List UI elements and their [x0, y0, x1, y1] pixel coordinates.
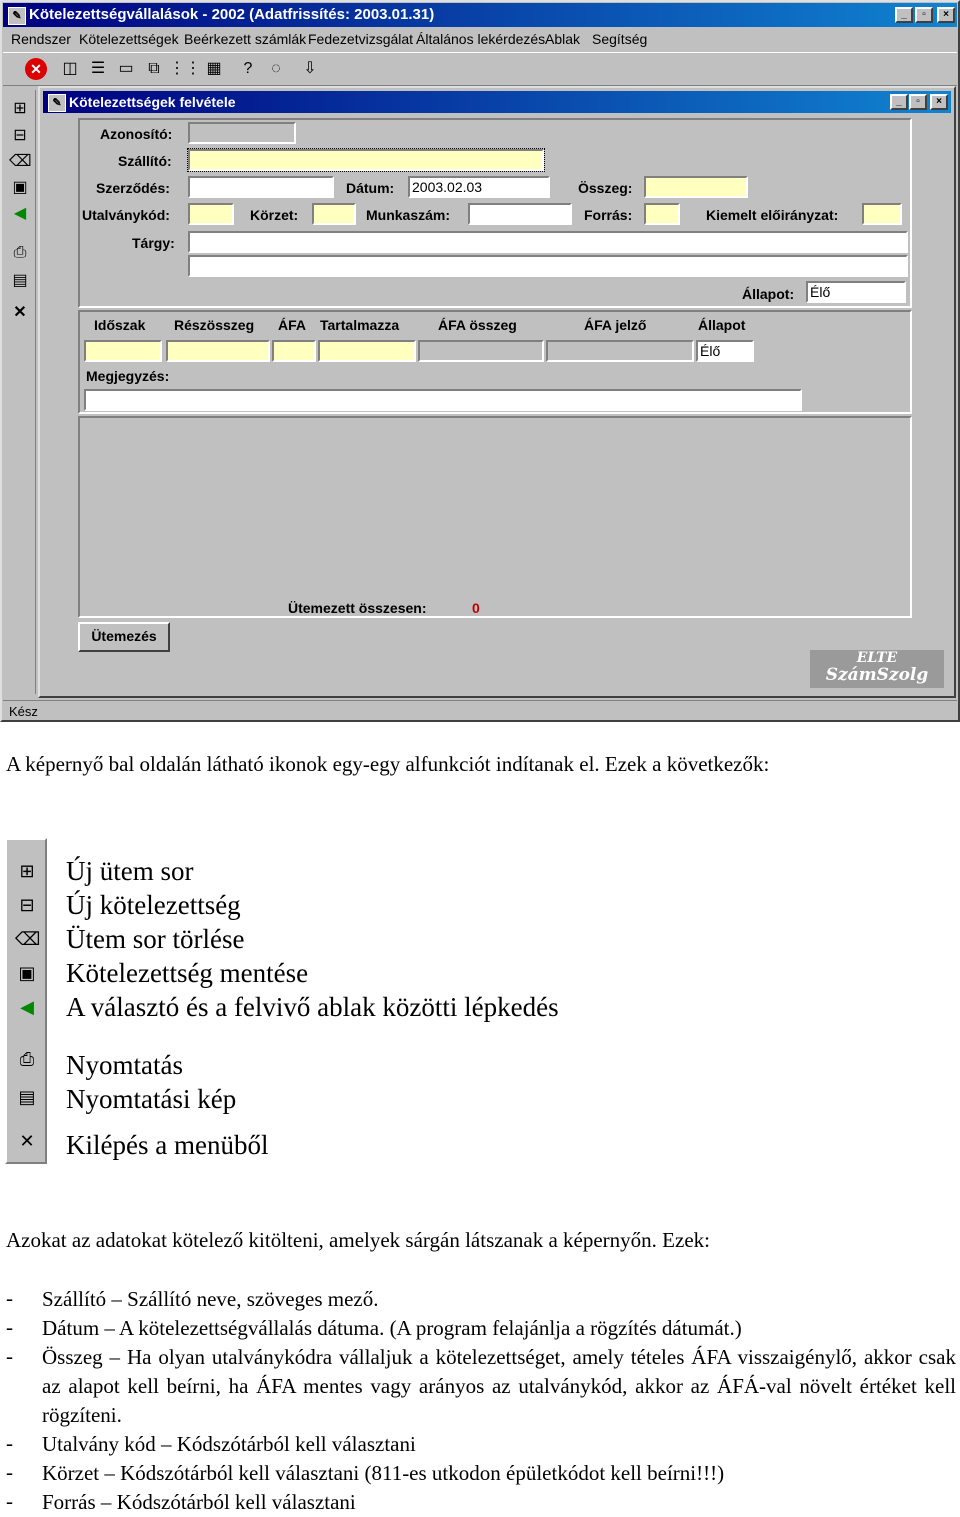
targy-field-line2[interactable] [188, 255, 908, 277]
list-item: Körzet – Kódszótárból kell választani (811-es utkodon épületkódot kell beírni!!!) [42, 1461, 725, 1485]
szerzodes-field[interactable] [188, 176, 334, 198]
child-maximize-button[interactable]: ▫ [909, 94, 927, 110]
megjegyzes-field[interactable] [84, 389, 802, 411]
child-minimize-button[interactable]: _ [890, 94, 908, 110]
forras-label: Forrás: [584, 207, 633, 223]
child-close-button[interactable]: × [930, 94, 948, 110]
list-bullet: - [6, 1489, 13, 1513]
grid-header-idoszak: Időszak [94, 317, 146, 333]
legend-item-label: Kilépés a menüből [66, 1130, 269, 1160]
eraser-icon[interactable]: ⌫ [9, 153, 32, 170]
save-icon[interactable]: ▣ [12, 179, 28, 196]
status-bar [3, 700, 957, 721]
arrange-icon[interactable]: ⋮⋮ [169, 60, 201, 77]
legend-item-label: Ütem sor törlése [66, 924, 245, 954]
korzet-field[interactable] [312, 203, 356, 225]
menu-beerkezett-szamlak[interactable]: Beérkezett számlák [184, 31, 307, 47]
tile-horizontal-icon[interactable]: ☰ [90, 60, 106, 77]
printer-icon[interactable]: ⎙ [13, 244, 27, 261]
child-window [38, 86, 956, 698]
grid-idoszak-cell[interactable] [84, 340, 162, 362]
menu-kotelezettsegek[interactable]: Kötelezettségek [79, 31, 179, 47]
child-title: Kötelezettségek felvétele [69, 94, 236, 110]
azonosito-field [188, 122, 296, 144]
stop-icon[interactable]: ✕ [25, 58, 47, 80]
menu-segitseg[interactable]: Segítség [592, 31, 648, 47]
korzet-label: Körzet: [250, 207, 299, 223]
close-icon[interactable]: ✕ [13, 304, 27, 321]
required-fields-paragraph: Azokat az adatokat kötelező kitölteni, amelyek sárgán látszanak a képernyőn. Ezek: [6, 1228, 710, 1252]
menu-ablak[interactable]: Ablak [545, 31, 581, 47]
toolbar [3, 52, 957, 86]
help-icon[interactable]: ? [243, 60, 253, 77]
utemezes-button[interactable]: Ütemezés [78, 622, 170, 652]
legend-item-label: Kötelezettség mentése [66, 958, 309, 988]
cascade-icon[interactable]: ⧉ [148, 60, 160, 77]
new-commitment-icon[interactable]: ⊟ [13, 127, 27, 144]
grid-allapot-cell[interactable]: Élő [696, 340, 754, 362]
munkaszam-label: Munkaszám: [366, 207, 451, 223]
print-preview-icon[interactable]: ▤ [12, 272, 28, 289]
list-item: Forrás – Kódszótárból kell választani [42, 1490, 356, 1514]
logo-line1: ELTE [856, 650, 898, 666]
tile-vertical-icon[interactable]: ◫ [62, 60, 78, 77]
minimize-button[interactable]: _ [895, 7, 913, 23]
azonosito-label: Azonosító: [100, 126, 173, 142]
menu-bar [3, 28, 957, 50]
switch-window-icon: ◀ [20, 997, 34, 1018]
list-item: Dátum – A kötelezettségvállalás dátuma. (A program felajánlja a rögzítés dátumát.) [42, 1316, 742, 1340]
app-icon: ✎ [8, 7, 26, 25]
grid-header-afa-jelzo: ÁFA jelző [584, 317, 647, 333]
new-schedule-row-icon[interactable]: ⊞ [13, 100, 27, 117]
window-titlebar [3, 3, 957, 27]
szallito-field[interactable] [188, 149, 544, 171]
targy-field-line1[interactable] [188, 231, 908, 253]
list-bullet: - [6, 1344, 13, 1368]
legend-item-label: Új ütem sor [66, 856, 194, 886]
close-icon: ✕ [19, 1131, 35, 1152]
grid-tartalmazza-cell[interactable] [318, 340, 416, 362]
megjegyzes-label: Megjegyzés: [86, 368, 170, 384]
allapot-field[interactable]: Élő [806, 281, 906, 303]
list-item: Utalvány kód – Kódszótárból kell választani [42, 1432, 416, 1456]
menu-fedezetvizsgalat[interactable]: Fedezetvizsgálat [308, 31, 414, 47]
szallito-label: Szállító: [118, 153, 172, 169]
window-title: Kötelezettségvállalások - 2002 (Adatfrissítés: 2003.01.31) [29, 6, 435, 23]
exit-door-icon[interactable]: ⇩ [303, 60, 317, 77]
szerzodes-label: Szerződés: [96, 180, 170, 196]
eraser-icon: ⌫ [15, 929, 41, 950]
header-form-panel [78, 118, 912, 308]
datum-field[interactable]: 2003.02.03 [408, 176, 550, 198]
list-bullet: - [6, 1460, 13, 1484]
grid-afa-cell[interactable] [272, 340, 316, 362]
list-item: Szállító – Szállító neve, szöveges mező. [42, 1287, 379, 1311]
targy-label: Tárgy: [132, 235, 175, 251]
forras-field[interactable] [644, 203, 680, 225]
schedule-list-area [78, 416, 912, 618]
allapot-label: Állapot: [742, 286, 795, 302]
logo-line2: SzámSzolg [825, 665, 929, 685]
legend-item-label: Nyomtatási kép [66, 1084, 237, 1114]
menu-rendszer[interactable]: Rendszer [11, 31, 71, 47]
grid-afa-osszeg-cell [418, 340, 544, 362]
left-icon-bar [5, 90, 36, 694]
utemezett-osszesen-value: 0 [472, 600, 480, 616]
grid-header-allapot: Állapot [698, 317, 746, 333]
grid-header-afa: ÁFA [278, 317, 306, 333]
child-titlebar [43, 91, 951, 113]
grid-header-reszosszeg: Részösszeg [174, 317, 255, 333]
status-text: Kész [9, 704, 38, 719]
legend-item-label: Új kötelezettség [66, 890, 241, 920]
munkaszam-field[interactable] [468, 203, 572, 225]
switch-window-icon[interactable]: ◀ [13, 205, 27, 222]
utalvanykod-label: Utalványkód: [82, 207, 170, 223]
grid-reszosszeg-cell[interactable] [166, 340, 270, 362]
list-bullet: - [6, 1431, 13, 1455]
elte-szamszolg-logo [810, 650, 944, 688]
kiemelt-eloiranyzat-field[interactable] [862, 203, 902, 225]
maximize-button[interactable]: ▫ [915, 7, 933, 23]
legend-item-label: Nyomtatás [66, 1050, 183, 1080]
printer-icon: ⎙ [19, 1049, 35, 1070]
window-icon[interactable]: ▭ [118, 60, 134, 77]
utalvanykod-field[interactable] [188, 203, 234, 225]
grid-header-afa-osszeg: ÁFA összeg [438, 317, 517, 333]
intro-paragraph: A képernyő bal oldalán látható ikonok egy-egy alfunkciót indítanak el. Ezek a következők: [6, 752, 770, 776]
new-commitment-icon: ⊟ [19, 895, 35, 916]
save-icon: ▣ [18, 963, 36, 984]
list-bullet: - [6, 1286, 13, 1310]
grid-afa-jelzo-cell [546, 340, 694, 362]
print-preview-icon: ▤ [18, 1087, 36, 1108]
list-bullet: - [6, 1315, 13, 1339]
datum-label: Dátum: [346, 180, 395, 196]
kiemelt-eloiranyzat-label: Kiemelt előirányzat: [706, 207, 839, 223]
chat-icon[interactable]: ◌ [271, 60, 281, 77]
grid-header-tartalmazza: Tartalmazza [320, 317, 400, 333]
utemezett-osszesen-label: Ütemezett összesen: [288, 600, 427, 616]
chart-icon[interactable]: ▦ [206, 60, 222, 77]
osszeg-label: Összeg: [578, 180, 633, 196]
child-app-icon: ✎ [48, 94, 66, 112]
new-schedule-row-icon: ⊞ [19, 861, 35, 882]
icon-legend-bar [5, 838, 47, 1164]
close-button[interactable]: × [937, 7, 955, 23]
list-item: Összeg – Ha olyan utalványkódra vállaljuk a kötelezettséget, amely tételes ÁFA visszaigénylő, akkor csak az alapot kell beírni, ha ÁFA mentes vagy arányos az utalványkód, akkor az ÁFÁ-val növelt értéket kell rögzíteni. [42, 1345, 956, 1427]
osszeg-field[interactable] [644, 176, 748, 198]
menu-altalanos-lekerdezes[interactable]: Általános lekérdezés [416, 31, 546, 47]
schedule-grid-panel [78, 310, 912, 414]
legend-item-label: A választó és a felvivő ablak közötti lépkedés [66, 992, 559, 1022]
